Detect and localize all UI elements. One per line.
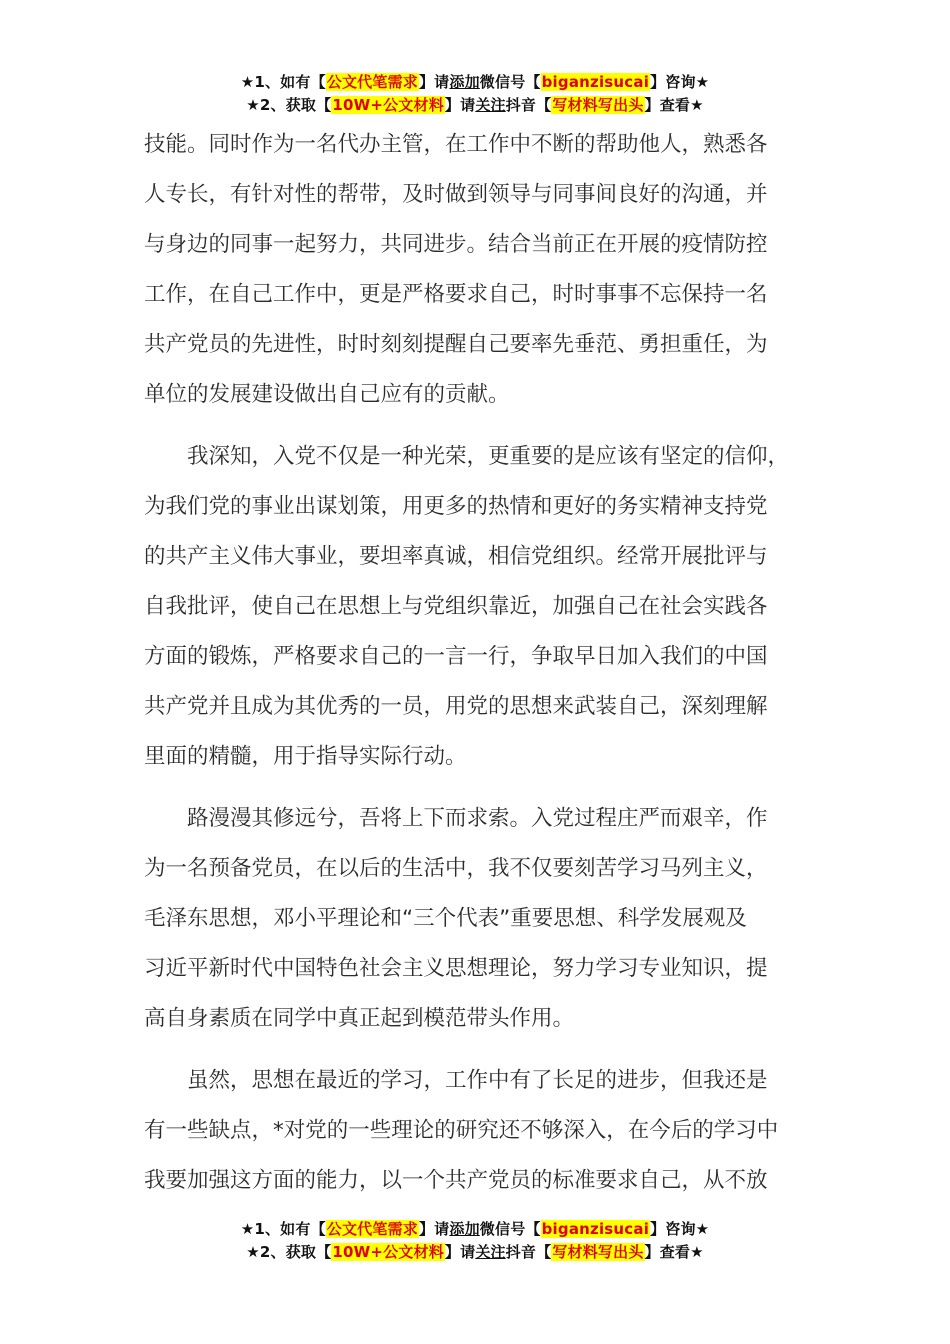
promo-text: 微信号【 (479, 1220, 541, 1238)
underlined-text: 添加 (449, 1220, 480, 1238)
text-line: 共产党并且成为其优秀的一员，用党的思想来武装自己，深刻理解 (144, 694, 768, 719)
promo-text: 】请 (444, 96, 476, 114)
promo-line-1 (0, 1218, 950, 1241)
document-body (144, 120, 834, 1206)
text-line: 有一些缺点，*对党的一些理论的研究还不够深入，在今后的学习中 (144, 1118, 779, 1143)
text-line: 习近平新时代中国特色社会主义思想理论，努力学习专业知识，提 (144, 956, 768, 981)
text-line: 毛泽东思想，邓小平理论和“三个代表”重要思想、科学发展观及 (144, 906, 747, 931)
text-line: 人专长，有针对性的帮带，及时做到领导与同事间良好的沟通，并 (144, 182, 768, 207)
promo-text: 】请 (418, 1220, 450, 1238)
text-line: 为我们党的事业出谋划策，用更多的热情和更好的务实精神支持党 (144, 494, 768, 519)
promo-text: 】查看★ (644, 96, 704, 114)
promo-text: 】咨询★ (650, 1220, 710, 1238)
promo-text: 】请 (444, 1243, 476, 1261)
paragraph (144, 432, 834, 782)
promo-text: ★2、获取【 (246, 96, 332, 114)
promo-text: 】查看★ (644, 1243, 704, 1261)
promo-text: 抖音【 (505, 1243, 552, 1261)
promo-text: 微信号【 (479, 73, 541, 91)
text-line: 为一名预备党员，在以后的生活中，我不仅要刻苦学习马列主义， (144, 856, 768, 881)
paragraph (144, 1056, 834, 1206)
text-line: 我要加强这方面的能力，以一个共产党员的标准要求自己，从不放 (144, 1168, 768, 1193)
text-line: 的共产主义伟大事业，要坦率真诚，相信党组织。经常开展批评与 (144, 544, 768, 569)
underlined-text: 关注 (475, 96, 506, 114)
text-line: 虽然，思想在最近的学习，工作中有了长足的进步，但我还是 (144, 1068, 768, 1093)
paragraph (144, 120, 834, 420)
text-line: 共产党员的先进性，时时刻刻提醒自己要率先垂范、勇担重任，为 (144, 332, 768, 357)
promo-line-2 (0, 94, 950, 117)
promo-line-2 (0, 1241, 950, 1264)
promo-text: ★1、如有【 (240, 1220, 326, 1238)
highlight-wechat-id: biganzisucai (541, 73, 650, 91)
text-line: 单位的发展建设做出自己应有的贡献。 (144, 382, 510, 407)
highlight-douyin-id: 写材料写出头 (552, 96, 644, 114)
text-line: 里面的精髓，用于指导实际行动。 (144, 744, 467, 769)
promo-text: 】咨询★ (650, 73, 710, 91)
text-line: 技能。同时作为一名代办主管，在工作中不断的帮助他人，熟悉各 (144, 132, 768, 157)
highlight-materials: 10W+公文材料 (332, 96, 444, 114)
highlight-materials: 10W+公文材料 (332, 1243, 444, 1261)
highlight-service: 公文代笔需求 (326, 1220, 418, 1238)
text-line: 高自身素质在同学中真正起到模范带头作用。 (144, 1006, 575, 1031)
promo-text: 抖音【 (505, 96, 552, 114)
promo-text: ★2、获取【 (246, 1243, 332, 1261)
highlight-service: 公文代笔需求 (326, 73, 418, 91)
highlight-wechat-id: biganzisucai (541, 1220, 650, 1238)
promo-footer (0, 1218, 950, 1264)
text-line: 工作，在自己工作中，更是严格要求自己，时时事事不忘保持一名 (144, 282, 768, 307)
paragraph (144, 794, 834, 1044)
underlined-text: 关注 (475, 1243, 506, 1261)
text-line: 路漫漫其修远兮，吾将上下而求索。入党过程庄严而艰辛，作 (144, 806, 768, 831)
text-line: 与身边的同事一起努力，共同进步。结合当前正在开展的疫情防控 (144, 232, 768, 257)
promo-line-1 (0, 71, 950, 94)
text-line: 我深知，入党不仅是一种光荣，更重要的是应该有坚定的信仰， (144, 444, 790, 469)
text-line: 方面的锻炼，严格要求自己的一言一行，争取早日加入我们的中国 (144, 644, 768, 669)
promo-text: ★1、如有【 (240, 73, 326, 91)
promo-text: 】请 (418, 73, 450, 91)
text-line: 自我批评，使自己在思想上与党组织靠近，加强自己在社会实践各 (144, 594, 768, 619)
promo-header (0, 71, 950, 117)
highlight-douyin-id: 写材料写出头 (552, 1243, 644, 1261)
underlined-text: 添加 (449, 73, 480, 91)
